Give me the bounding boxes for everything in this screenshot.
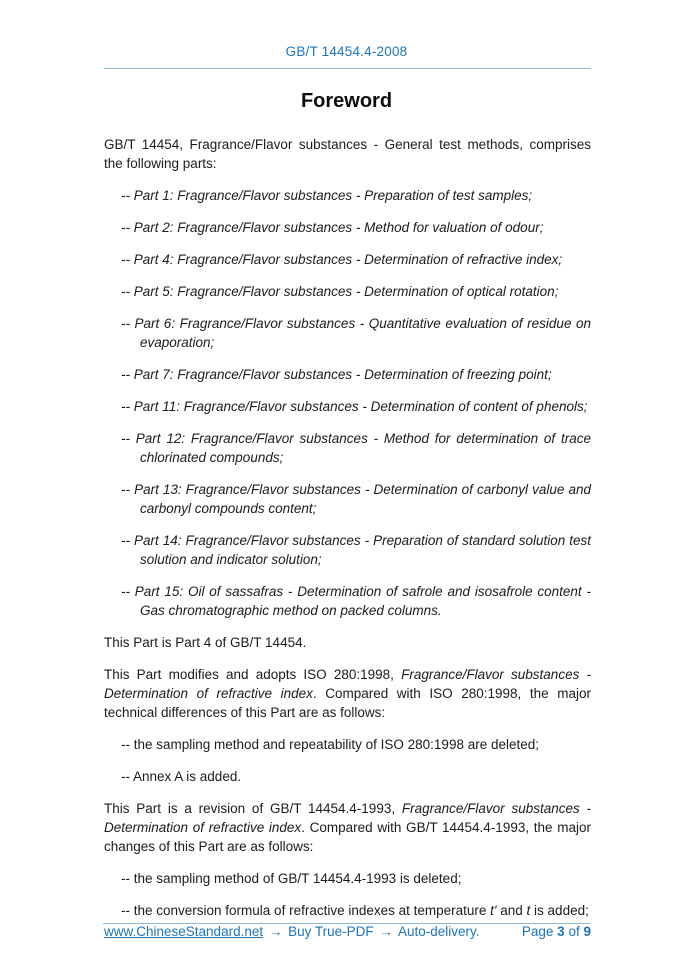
page-number-total: 9: [583, 924, 591, 939]
parts-list: [104, 186, 591, 620]
list-item-revision-change-1: -- the sampling method of GB/T 14454.4-1993 is deleted;: [121, 871, 462, 886]
list-item-part-13: -- Part 13: Fragrance/Flavor substances - Determination of carbonyl value and carbonyl compounds content;: [121, 482, 591, 516]
list-item-part-14: -- Part 14: Fragrance/Flavor substances - Preparation of standard solution test solution and indicator solution;: [121, 533, 591, 567]
standard-code: GB/T 14454.4-2008: [285, 44, 408, 59]
page-title: Foreword: [300, 90, 393, 112]
footer-left: [104, 924, 479, 939]
website-link[interactable]: www.ChineseStandard.net: [104, 924, 264, 939]
paragraph-segment: . Compared with ISO 280:1998, the major technical differences of this Part are as follows:: [104, 686, 592, 720]
paragraph-segment: is added;: [530, 903, 589, 918]
paragraph-segment: . Compared with GB/T 14454.4-1993, the major changes of this Part are as follows:: [104, 820, 592, 854]
page-header: [0, 0, 693, 61]
list-item-part-7: -- Part 7: Fragrance/Flavor substances - Determination of freezing point;: [121, 367, 552, 382]
paragraph-segment: -- the conversion formula of refractive indexes at temperature: [121, 903, 491, 918]
part4-statement: This Part is Part 4 of GB/T 14454.: [104, 635, 307, 650]
header-divider: [104, 68, 591, 69]
list-item-part-2: -- Part 2: Fragrance/Flavor substances - Method for valuation of odour;: [121, 220, 544, 235]
paragraph-segment-italic: Fragrance/Flavor substances - Determination of refractive index: [104, 667, 591, 701]
list-item-revision-change-2: [104, 901, 591, 920]
list-item-iso-change-2: -- Annex A is added.: [121, 769, 242, 784]
paragraph-segment: This Part modifies and adopts ISO 280:1998,: [104, 667, 402, 682]
buy-pdf-text: Buy True-PDF: [288, 924, 374, 939]
page-footer: [104, 924, 591, 939]
of-label: of: [568, 924, 580, 939]
arrow-icon: →: [268, 924, 283, 939]
list-item-part-15: -- Part 15: Oil of sassafras - Determination of safrole and isosafrole content - Gas chromatographic method on packed columns.: [121, 584, 591, 618]
revision-paragraph: [104, 799, 591, 856]
arrow-icon: →: [379, 924, 393, 939]
revision-changes-list: [104, 869, 591, 920]
paragraph-segment: and: [496, 903, 527, 918]
list-item-part-4: -- Part 4: Fragrance/Flavor substances - Determination of refractive index;: [121, 252, 563, 267]
page-indicator: [522, 924, 591, 939]
iso-adoption-paragraph: [104, 665, 591, 722]
list-item-part-11: -- Part 11: Fragrance/Flavor substances - Determination of content of phenols;: [121, 399, 588, 414]
auto-delivery-text: Auto-delivery.: [397, 924, 480, 939]
list-item-part-12: -- Part 12: Fragrance/Flavor substances - Method for determination of trace chlorinated compounds;: [121, 431, 591, 465]
page-label: Page: [521, 924, 554, 939]
paragraph-segment-italic: Fragrance/Flavor substances - Determination of refractive index: [104, 801, 592, 835]
intro-paragraph: GB/T 14454, Fragrance/Flavor substances - General test methods, comprises the following parts:: [104, 137, 591, 171]
paragraph-segment-italic: t': [490, 903, 497, 918]
document-body: [104, 135, 591, 920]
page-number-current: 3: [557, 924, 565, 939]
list-item-iso-change-1: -- the sampling method and repeatability of ISO 280:1998 are deleted;: [121, 737, 540, 752]
iso-changes-list: [104, 735, 591, 786]
list-item-part-1: -- Part 1: Fragrance/Flavor substances - Preparation of test samples;: [121, 188, 533, 203]
paragraph-segment: This Part is a revision of GB/T 14454.4-1993,: [104, 801, 402, 816]
list-item-part-6: -- Part 6: Fragrance/Flavor substances - Quantitative evaluation of residue on evaporation;: [121, 316, 591, 350]
paragraph-segment-italic: t: [526, 903, 531, 918]
list-item-part-5: -- Part 5: Fragrance/Flavor substances - Determination of optical rotation;: [121, 284, 559, 299]
